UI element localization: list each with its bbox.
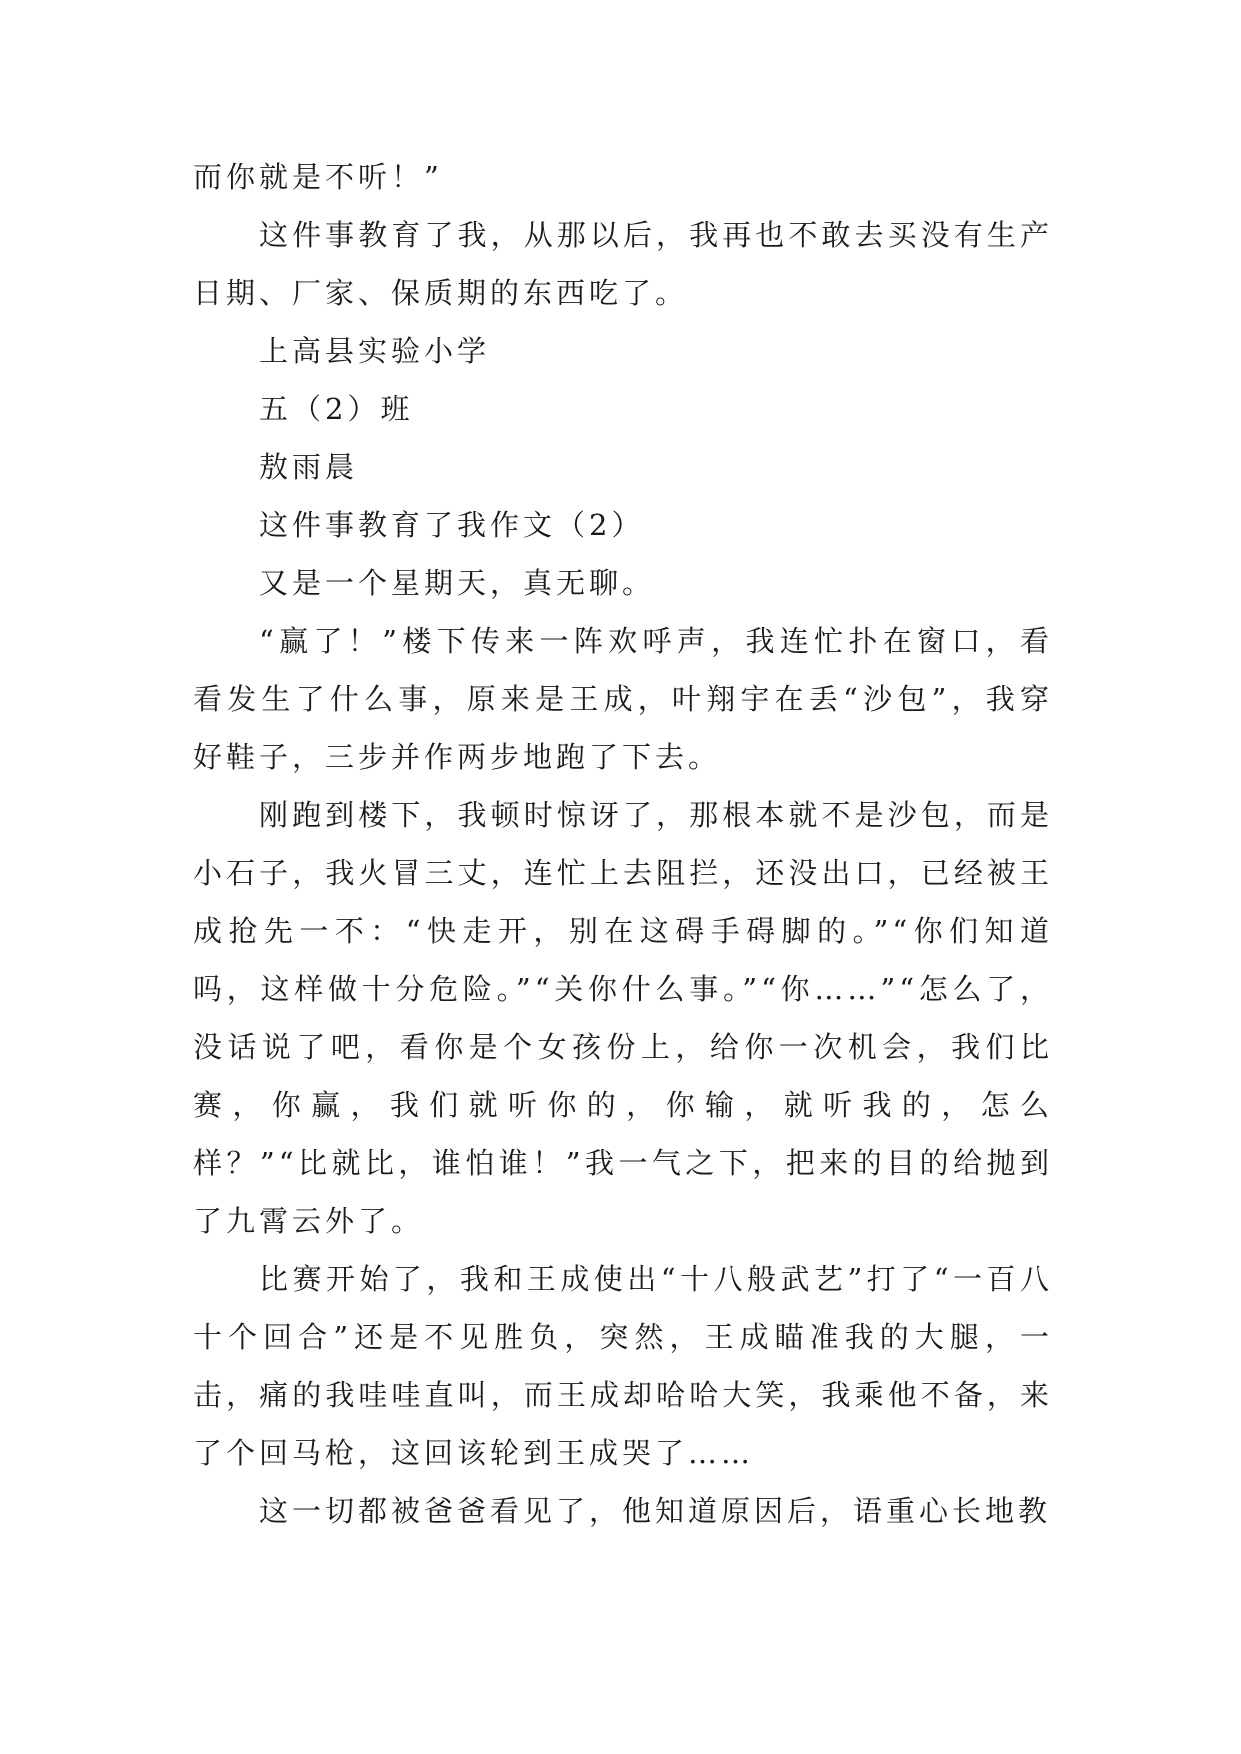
paragraph: 又是一个星期天，真无聊。 <box>259 566 656 600</box>
paragraph: 这件事教育了我，从那以后，我再也不敢去买没有生产日期、厂家、保质期的东西吃了。 <box>193 218 1053 310</box>
paragraph: 刚跑到楼下，我顿时惊讶了，那根本就不是沙包，而是小石子，我火冒三丈，连忙上去阻拦，还没出口，已经被王成抢先一不：“快走开，别在这碍手碍脚的。”“你们知道吗，这样做十分危险。”“关你什么事。”“你……”“怎么了，没话说了吧，看你是个女孩份上，给你一次机会，我们比赛，你赢，我们就听你的，你输，就听我的，怎么样？”“比就比，谁怕谁！”我一气之下，把来的目的给抛到了九霄云外了。 <box>193 798 1053 1238</box>
document-body <box>193 148 1053 1540</box>
paragraph: 这一切都被爸爸看见了，他知道原因后，语重心长地教 <box>259 1494 1052 1528</box>
paragraph: 比赛开始了，我和王成使出“十八般武艺”打了“一百八十个回合”还是不见胜负，突然，王成瞄准我的大腿，一击，痛的我哇哇直叫，而王成却哈哈大笑，我乘他不备，来了个回马枪，这回该轮到王成哭了…… <box>193 1262 1053 1470</box>
essay-title: 这件事教育了我作文（2） <box>259 508 645 542</box>
author-name: 敖雨晨 <box>259 450 359 484</box>
school-name: 上高县实验小学 <box>259 334 491 368</box>
class-name: 五（2）班 <box>259 392 414 426</box>
paragraph: 而你就是不听！” <box>193 160 443 194</box>
paragraph: “赢了！”楼下传来一阵欢呼声，我连忙扑在窗口，看看发生了什么事，原来是王成，叶翔宇在丢“沙包”，我穿好鞋子，三步并作两步地跑了下去。 <box>193 624 1053 774</box>
